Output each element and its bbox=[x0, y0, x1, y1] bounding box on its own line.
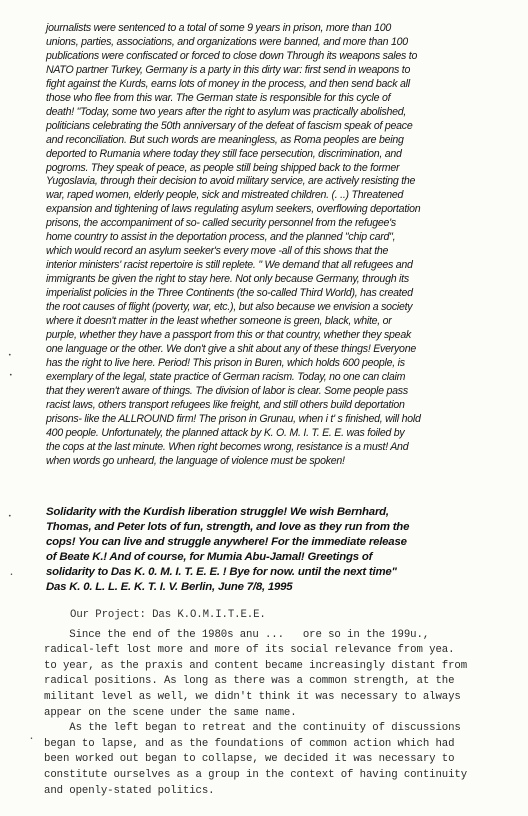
scan-speck: • bbox=[10, 572, 13, 578]
body-line: when words go unheard, the language of violence must be spoken! bbox=[46, 454, 345, 467]
scan-speck: • bbox=[8, 352, 12, 359]
scan-speck: • bbox=[9, 372, 13, 379]
typed-line: militant level as well, we didn't think it was necessary to always bbox=[44, 690, 461, 703]
solidarity-line: Solidarity with the Kurdish liberation struggle! We wish Bernhard, bbox=[46, 506, 389, 518]
body-line: has the right to live here. Period! This prison in Buren, which holds 600 people, is bbox=[46, 356, 405, 369]
solidarity-line: solidarity to Das K. 0. M. I. T. E. E. ! Bye for now. until the next time" bbox=[46, 566, 397, 579]
section-heading: Our Project: Das K.O.M.I.T.E.E. bbox=[70, 609, 266, 621]
body-line: which would record an asylum seeker's every move -all of this shows that the bbox=[46, 245, 389, 258]
solidarity-line: Thomas, and Peter lots of fun, strength, and love as they run from the bbox=[46, 521, 410, 534]
body-line: Yugoslavia, through their decision to avoid military service, are actively resisting the bbox=[46, 175, 416, 188]
body-line: deported to Rumania where today they still face persecution, discrimination, and bbox=[46, 147, 402, 160]
typed-line: appear on the scene under the same name. bbox=[44, 706, 297, 719]
typed-line: radical positions. As long as there was a common strength, at the bbox=[44, 675, 455, 688]
typed-paragraphs bbox=[44, 628, 514, 800]
solidarity-line: of Beate K.! And of course, for Mumia Abu-Jamal! Greetings of bbox=[46, 551, 373, 564]
typed-line: to year, as the praxis and content became increasingly distant from bbox=[44, 659, 468, 672]
body-line: exemplary of the legal, state practice of German racism. Today, no one can claim bbox=[46, 370, 406, 383]
typed-section bbox=[44, 608, 514, 799]
body-line: the root causes of flight (poverty, war, etc.), but also because we envision a society bbox=[46, 301, 413, 314]
typed-line: As the left began to retreat and the continuity of discussions bbox=[44, 722, 461, 735]
scan-speck: • bbox=[8, 513, 12, 520]
body-line: politicians celebrating the 50th anniversary of the defeat of fascism speak of peace bbox=[46, 119, 413, 132]
solidarity-line: cops! You can live and struggle anywhere! For the immediate release bbox=[46, 536, 407, 549]
body-line: interior ministers' racist repertoire is still replete. " We demand that all refugees and bbox=[46, 259, 413, 272]
typed-line: began to lapse, and as the foundations of common action which had bbox=[44, 737, 455, 750]
body-line: pogroms. They speak of peace, as people still being shipped back to the former bbox=[46, 161, 400, 174]
body-line: death! "Today, some two years after the right to asylum was practically abolished, bbox=[46, 105, 407, 118]
body-line: home country to assist in the deportation process, and the planned "chip card", bbox=[46, 231, 396, 244]
body-line: racist laws, others transport refugees like freight, and still others build deportation bbox=[46, 398, 405, 411]
typed-line: constitute ourselves as a group in the context of having continuity bbox=[44, 768, 468, 781]
body-line: purple, whether they have a passport from this or that country, whether they speak bbox=[46, 328, 412, 341]
typed-line: been worked out began to collapse, we decided it was necessary to bbox=[44, 753, 455, 766]
solidarity-statement bbox=[46, 505, 504, 596]
typed-line: and openly-stated politics. bbox=[44, 784, 215, 797]
body-line: NATO partner Turkey, Germany is a party in this dirty war: first send in weapons to bbox=[46, 63, 411, 76]
body-line: journalists were sentenced to a total of some 9 years in prison, more than 100 bbox=[46, 22, 392, 34]
body-line: those who flee from this war. The German state is responsible for this cycle of bbox=[46, 91, 391, 104]
body-line: prisons, the accompaniment of so- called security personnel from the refugee's bbox=[46, 217, 396, 230]
body-line: imperialist policies in the Three Continents (the so-called Third World), has created bbox=[46, 287, 413, 300]
typed-line: radical-left lost more and more of its social relevance from yea. bbox=[44, 644, 455, 657]
body-text bbox=[46, 22, 498, 469]
body-line: expansion and tightening of laws regulating asylum seekers, overflowing deportation bbox=[46, 203, 421, 216]
body-line: where it doesn't matter in the least whether someone is green, black, white, or bbox=[46, 315, 392, 328]
body-line: prisons- like the ALLROUND firm! The prison in Grunau, when i t' s finished, will hold bbox=[46, 412, 421, 425]
typed-line: Since the end of the 1980s anu ... ore so in the 199u., bbox=[44, 628, 430, 641]
body-line: 400 people. Unfortunately, the planned attack by K. O. M. I. T. E. E. was foiled by bbox=[46, 426, 405, 439]
body-line: the cops at the last minute. When right becomes wrong, resistance is a must! And bbox=[46, 440, 409, 453]
body-line: publications were confiscated or forced to close down Through its weapons sales to bbox=[46, 49, 418, 62]
body-line: and reconciliation. But such words are meaningless, as Roma peoples are being bbox=[46, 133, 404, 146]
solidarity-line: Das K. 0. L. L. E. K. T. I. V. Berlin, June 7/8, 1995 bbox=[46, 581, 293, 594]
body-line: immigrants be given the right to stay here. Not only because Germany, through its bbox=[46, 273, 409, 286]
body-line: war, raped women, elderly people, sick and mistreated children. (. ..) Threatened bbox=[46, 189, 404, 202]
body-line: fight against the Kurds, earns lots of money in the process, and then send back all bbox=[46, 77, 410, 90]
scan-speck: • bbox=[30, 736, 33, 742]
body-line: unions, parties, associations, and organizations were banned, and more than 100 bbox=[46, 35, 408, 48]
body-line: one language or the other. We don't give a shit about any of these things! Everyone bbox=[46, 342, 416, 355]
body-line: that they weren't aware of things. The division of labor is clear. Some people pass bbox=[46, 384, 408, 397]
